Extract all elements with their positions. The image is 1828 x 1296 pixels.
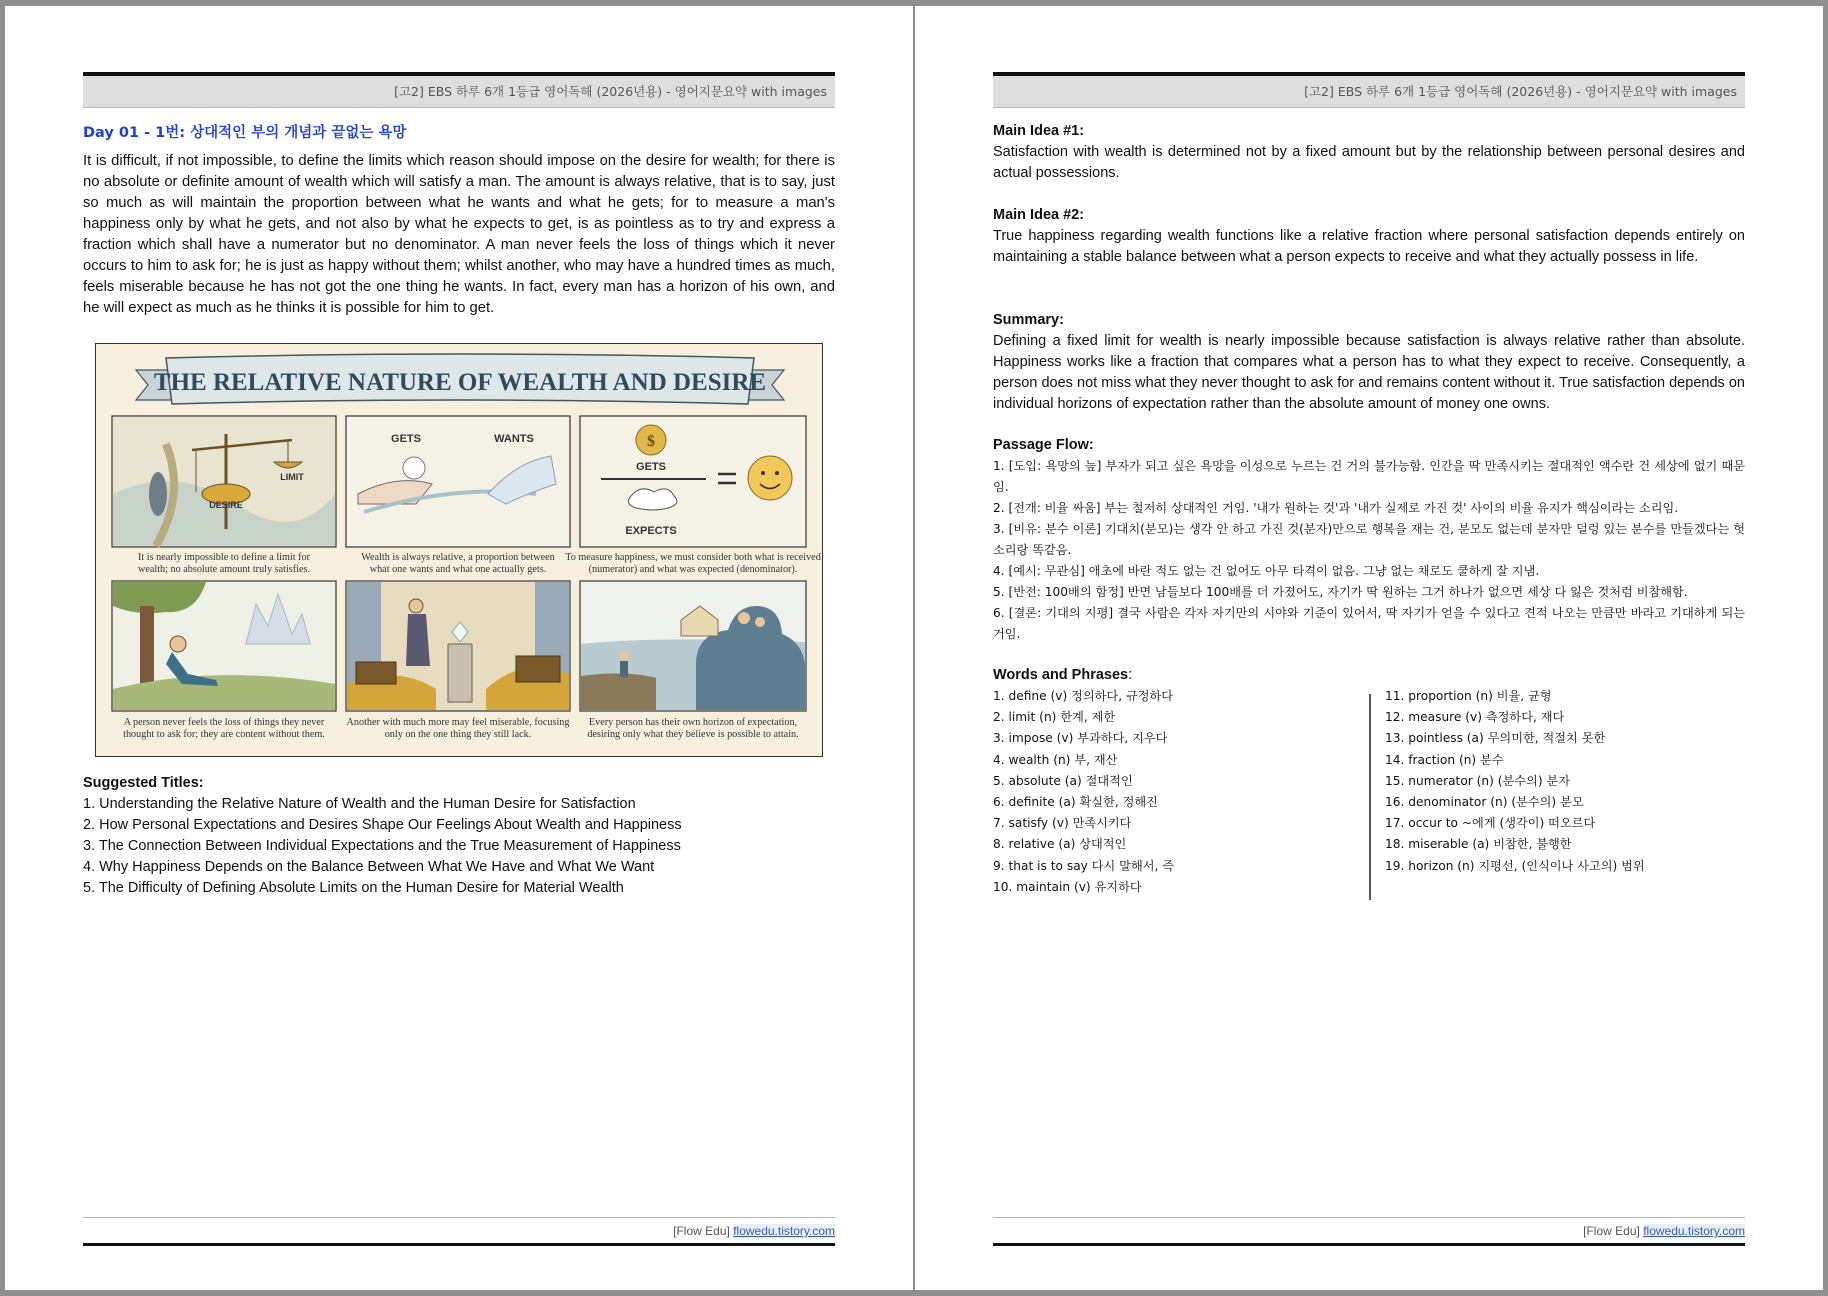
passage-flow [993, 435, 1745, 645]
main-idea-2-text: True happiness regarding wealth functions like a relative fraction where personal satisfaction depends entirely on maintaining a stable balance between what a person expects to receive and what they actually possess in life. [993, 228, 1745, 265]
caption-2-line1: Wealth is always relative, a proportion between [361, 552, 555, 563]
banner [136, 354, 784, 404]
page-footer [83, 1224, 835, 1238]
words-heading-row [993, 665, 1745, 686]
label-gets-fraction: GETS [636, 461, 666, 473]
panel-treasure [347, 582, 569, 710]
panel-horizon [581, 582, 805, 710]
vocab-item: 9. that is to say 다시 말해서, 즉 [993, 858, 1175, 873]
suggested-title: 3. The Connection Between Individual Expectations and the True Measurement of Happiness [83, 838, 681, 854]
footer-bottom-rule [83, 1243, 835, 1246]
illustration-wealth-desire [95, 343, 823, 757]
illustration-svg [96, 344, 824, 758]
caption-1-line2: wealth; no absolute amount truly satisfies. [137, 564, 311, 575]
footer-brand: [Flow Edu] [673, 1224, 730, 1238]
panel-scale [113, 417, 335, 546]
page-header: [고2] EBS 하루 6개 1등급 영어독해 (2026년용) - 영어지문요약 with images [83, 76, 835, 108]
main-idea-1-text: Satisfaction with wealth is determined not by a fixed amount but by the relationship between personal desires and actual possessions. [993, 144, 1745, 181]
left-page [5, 6, 913, 1290]
caption-1-line1: It is nearly impossible to define a limit for [137, 552, 311, 563]
caption-4-line1: A person never feels the loss of things they never [123, 717, 325, 728]
footer-link[interactable]: flowedu.tistory.com [1643, 1224, 1745, 1238]
footer-link[interactable]: flowedu.tistory.com [733, 1224, 835, 1238]
panel-gets-wants [347, 417, 569, 546]
words-heading: Words and Phrases [993, 667, 1129, 683]
page-footer [993, 1224, 1745, 1238]
passage-title: Day 01 - 1번: 상대적인 부의 개념과 끝없는 욕망 [83, 125, 407, 141]
flow-step: 6. [결론: 기대의 지평] 결국 사람은 각자 자기만의 시야와 기준이 있어서, 딱 자기가 얻을 수 있다고 견적 나오는 만큼만 바라고 기대하게 되는 거임. [993, 606, 1745, 641]
label-wants: WANTS [494, 433, 534, 445]
footer-bottom-rule [993, 1243, 1745, 1246]
suggested-title: 5. The Difficulty of Defining Absolute Limits on the Human Desire for Material Wealth [83, 880, 624, 896]
main-idea-2-heading: Main Idea #2: [993, 207, 1085, 223]
caption-5-line2: only on the one thing they still lack. [384, 729, 532, 740]
label-desire: DESIRE [209, 500, 243, 510]
vocab-item: 1. define (v) 정의하다, 규정하다 [993, 689, 1174, 703]
vocab-column-right [1385, 686, 1745, 877]
vocab-item: 3. impose (v) 부과하다, 지우다 [993, 731, 1168, 746]
suggested-title: 1. Understanding the Relative Nature of Wealth and the Human Desire for Satisfaction [83, 796, 636, 812]
flow-step: 2. [전개: 비율 싸움] 부는 철저히 상대적인 거임. '내가 원하는 것'과 '내가 실제로 가진 것' 사이의 비율 유지가 핵심이라는 소리임. [993, 501, 1679, 515]
vocab-item: 8. relative (a) 상대적인 [993, 837, 1127, 852]
vocab-column-left [993, 686, 1353, 898]
flow-step: 3. [비유: 분수 이론] 기대치(분모)는 생각 안 하고 가진 것(분자)만으로 행복을 재는 건, 분모도 없는데 분자만 덜렁 있는 분수를 만들겠다는 헛소리랑 똑같음. [993, 522, 1745, 557]
flow-step: 5. [반전: 100배의 함정] 반면 남들보다 100배를 더 가졌어도, 자기가 딱 원하는 그거 하나가 없으면 세상 다 잃은 것처럼 비참해함. [993, 585, 1688, 599]
suggested-titles [83, 773, 835, 899]
summary-text: Defining a fixed limit for wealth is nearly impossible because satisfaction is always relative rather than absolute. Happiness works like a fraction that compares what a person has to what they expect to receive. Consequently, a person does not miss what they never thought to ask for and remains content without it. True satisfaction depends on individual horizons of expectation rather than the absolute amount of money one owns. [993, 333, 1745, 412]
caption-6-line1: Every person has their own horizon of expectation, [588, 717, 798, 728]
vocab-item: 5. absolute (a) 절대적인 [993, 773, 1133, 788]
vocab-item: 12. measure (v) 측정하다, 재다 [1385, 710, 1565, 725]
right-page [915, 6, 1823, 1290]
vocab-item: 6. definite (a) 확실한, 정해진 [993, 795, 1158, 810]
vocab-item: 4. wealth (n) 부, 재산 [993, 752, 1118, 767]
vocab-item: 13. pointless (a) 무의미한, 적절치 못한 [1385, 731, 1606, 746]
vocab-item: 16. denominator (n) (분수의) 분모 [1385, 795, 1584, 810]
suggested-title: 2. How Personal Expectations and Desires Shape Our Feelings About Wealth and Happiness [83, 817, 682, 833]
caption-4-line2: thought to ask for; they are content without them. [123, 729, 325, 740]
vocab-item: 18. miserable (a) 비참한, 불행한 [1385, 837, 1572, 852]
caption-6-line2: desiring only what they believe is possible to attain. [587, 729, 799, 740]
passage-flow-heading: Passage Flow: [993, 437, 1094, 453]
words-colon: : [1128, 667, 1133, 683]
vocab-item: 19. horizon (n) 지평선, (인식이나 사고의) 범위 [1385, 858, 1645, 873]
label-gets: GETS [391, 433, 421, 445]
vocab-item: 17. occur to ~에게 (생각이) 떠오르다 [1385, 816, 1596, 831]
caption-5-line1: Another with much more may feel miserable, focusing [346, 717, 570, 728]
footer-rule [83, 1217, 835, 1218]
main-idea-1-heading: Main Idea #1: [993, 123, 1085, 139]
vocab-item: 7. satisfy (v) 만족시키다 [993, 816, 1132, 831]
page-header: [고2] EBS 하루 6개 1등급 영어독해 (2026년용) - 영어지문요약 with images [993, 76, 1745, 108]
caption-3-line2: (numerator) and what was expected (denominator). [588, 564, 798, 575]
summary-heading: Summary: [993, 312, 1064, 328]
vocab-divider [1369, 694, 1371, 900]
vocab-item: 15. numerator (n) (분수의) 분자 [1385, 773, 1571, 788]
coin-symbol: $ [647, 433, 655, 450]
footer-rule [993, 1217, 1745, 1218]
caption-3-line1: To measure happiness, we must consider both what is received [565, 552, 821, 563]
panel-fraction [581, 417, 805, 546]
main-idea-2 [993, 205, 1745, 268]
caption-2-line2: what one wants and what one actually gets. [369, 564, 547, 575]
vocab-item: 2. limit (n) 한계, 제한 [993, 710, 1116, 725]
banner-text: THE RELATIVE NATURE OF WEALTH AND DESIRE [153, 369, 767, 396]
vocab-item: 10. maintain (v) 유지하다 [993, 879, 1142, 894]
suggested-title: 4. Why Happiness Depends on the Balance Between What We Have and What We Want [83, 859, 655, 875]
suggested-titles-heading: Suggested Titles: [83, 775, 204, 791]
vocab-item: 11. proportion (n) 비율, 균형 [1385, 689, 1552, 703]
vocab-item: 14. fraction (n) 분수 [1385, 752, 1504, 767]
summary [993, 310, 1745, 415]
main-idea-1 [993, 121, 1745, 184]
panel-tree [113, 582, 335, 710]
label-expects: EXPECTS [625, 525, 677, 537]
passage-text: It is difficult, if not impossible, to define the limits which reason should impose on the desire for wealth; for there is no absolute or definite amount of wealth which will satisfy a man. The amount is always relative, that is to say, just so much as will maintain the proportion between what he wants and what he gets; for to measure a man's happiness only by what he gets, and not also by what he expects to get, is as pointless as to try and express a fraction which shall have a numerator but no denominator. A man never feels the loss of things which it never occurs to him to ask for; he is just as happy without them; whilst another, who may have a hundred times as much, feels miserable because he has not got the one thing he wants. In fact, every man has a horizon of his own, and he will expect as much as he thinks it is possible for him to get. [83, 153, 835, 316]
footer-brand: [Flow Edu] [1583, 1224, 1640, 1238]
label-limit: LIMIT [280, 472, 304, 482]
flow-step: 4. [예시: 무관심] 애초에 바란 적도 없는 건 없어도 아무 타격이 없음. 그냥 없는 채로도 쿨하게 잘 지냄. [993, 564, 1540, 578]
flow-step: 1. [도입: 욕망의 늪] 부자가 되고 싶은 욕망을 이성으로 누르는 건 거의 불가능함. 인간을 딱 만족시키는 절대적인 액수란 건 세상에 없기 때문임. [993, 459, 1745, 494]
